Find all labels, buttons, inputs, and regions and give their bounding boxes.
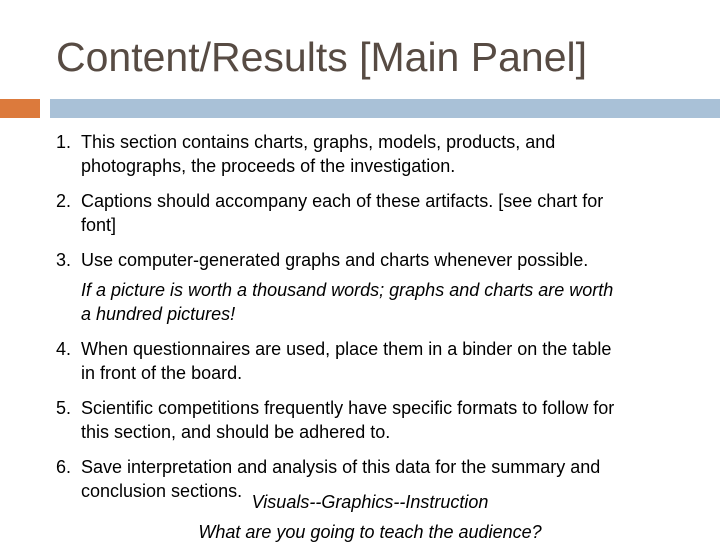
list-item [56,189,696,237]
item-number: 1. [56,132,72,152]
item-text: photographs, the proceeds of the investigation. [81,156,456,176]
item-text: When questionnaires are used, place them in a binder on the table [81,339,612,359]
item-number: 6. [56,457,72,477]
footer-question: What are you going to teach the audience? [198,522,542,542]
list-item [56,248,696,326]
item-number: 5. [56,398,72,418]
quote-line: a hundred pictures! [81,304,236,324]
item-text: Scientific competitions frequently have specific formats to follow for [81,398,615,418]
footer-tagline: Visuals--Graphics--Instruction [251,492,489,512]
content-list [56,130,696,514]
quote-line: If a picture is worth a thousand words; graphs and charts are worth [81,280,614,300]
list-item [56,130,696,178]
item-text: in front of the board. [81,363,243,383]
item-text: this section, and should be adhered to. [81,422,391,442]
item-text: font] [81,215,117,235]
item-text: Use computer-generated graphs and charts whenever possible. [81,250,589,270]
item-number: 4. [56,339,72,359]
item-text: This section contains charts, graphs, models, products, and [81,132,556,152]
list-item [56,337,696,385]
item-text: Captions should accompany each of these artifacts. [see chart for [81,191,604,211]
item-number: 3. [56,250,72,270]
item-text: Save interpretation and analysis of this data for the summary and [81,457,601,477]
title-rule-bar [50,99,720,118]
item-text: conclusion sections. [81,481,243,501]
accent-bar [0,99,40,118]
slide-title: Content/Results [Main Panel] [56,34,587,80]
list-item [56,396,696,444]
item-number: 2. [56,191,72,211]
